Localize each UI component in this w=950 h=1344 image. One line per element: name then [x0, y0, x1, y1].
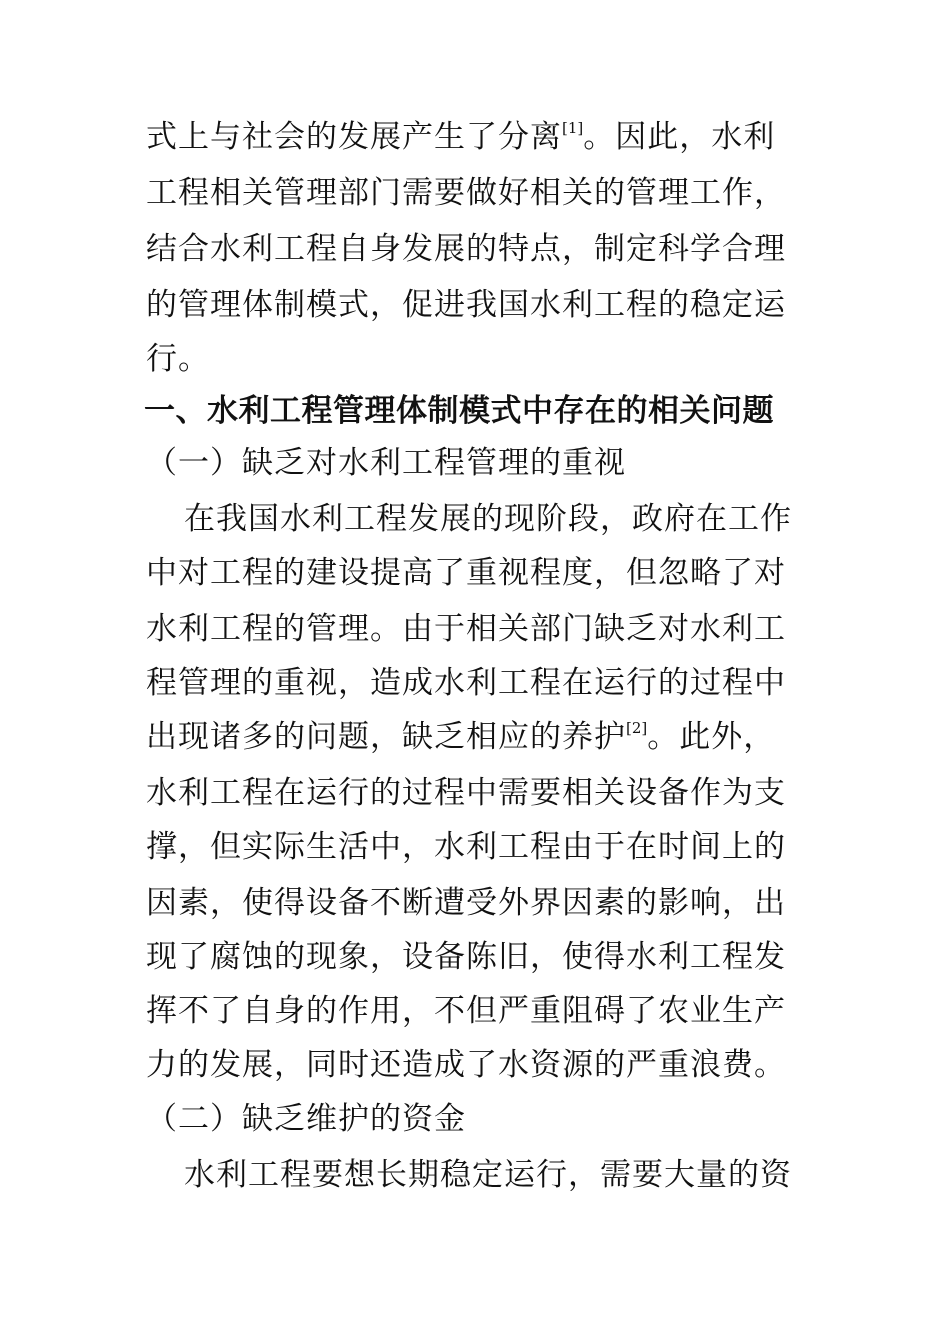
para1-text: 出现诸多的问题，缺乏相应的养护 — [146, 719, 626, 755]
intro-line-5: 行。 — [146, 341, 210, 377]
para1-text: 。此外， — [647, 719, 776, 755]
intro-line-4: 的管理体制模式，促进我国水利工程的稳定运 — [146, 287, 786, 323]
subsection-heading-2: （二）缺乏维护的资金 — [146, 1101, 466, 1137]
para1-line-4: 程管理的重视，造成水利工程在运行的过程中 — [146, 665, 786, 701]
intro-text: 式上与社会的发展产生了分离 — [146, 119, 562, 155]
citation-ref-2: [2] — [626, 719, 648, 737]
intro-line-3: 结合水利工程自身发展的特点，制定科学合理 — [146, 231, 786, 267]
para2-line-1: 水利工程要想长期稳定运行，需要大量的资 — [184, 1157, 792, 1193]
para1-line-3: 水利工程的管理。由于相关部门缺乏对水利工 — [146, 611, 786, 647]
para1-line-8: 因素，使得设备不断遭受外界因素的影响，出 — [146, 885, 786, 921]
intro-text: 。因此，水利 — [583, 119, 776, 155]
para1-line-11: 力的发展，同时还造成了水资源的严重浪费。 — [146, 1047, 786, 1083]
para1-line-6: 水利工程在运行的过程中需要相关设备作为支 — [146, 775, 786, 811]
subsection-heading-1: （一）缺乏对水利工程管理的重视 — [146, 445, 626, 481]
section-heading-1: 一、水利工程管理体制模式中存在的相关问题 — [144, 393, 774, 429]
para1-line-1: 在我国水利工程发展的现阶段，政府在工作 — [184, 501, 792, 537]
para1-line-5 — [146, 717, 806, 757]
citation-ref-1: [1] — [562, 119, 584, 137]
intro-line-2: 工程相关管理部门需要做好相关的管理工作， — [146, 175, 786, 211]
intro-line-1 — [146, 117, 806, 157]
para1-line-7: 撑，但实际生活中，水利工程由于在时间上的 — [146, 829, 786, 865]
para1-line-2: 中对工程的建设提高了重视程度，但忽略了对 — [146, 555, 786, 591]
para1-line-10: 挥不了自身的作用，不但严重阻碍了农业生产 — [146, 993, 786, 1029]
para1-line-9: 现了腐蚀的现象，设备陈旧，使得水利工程发 — [146, 939, 786, 975]
